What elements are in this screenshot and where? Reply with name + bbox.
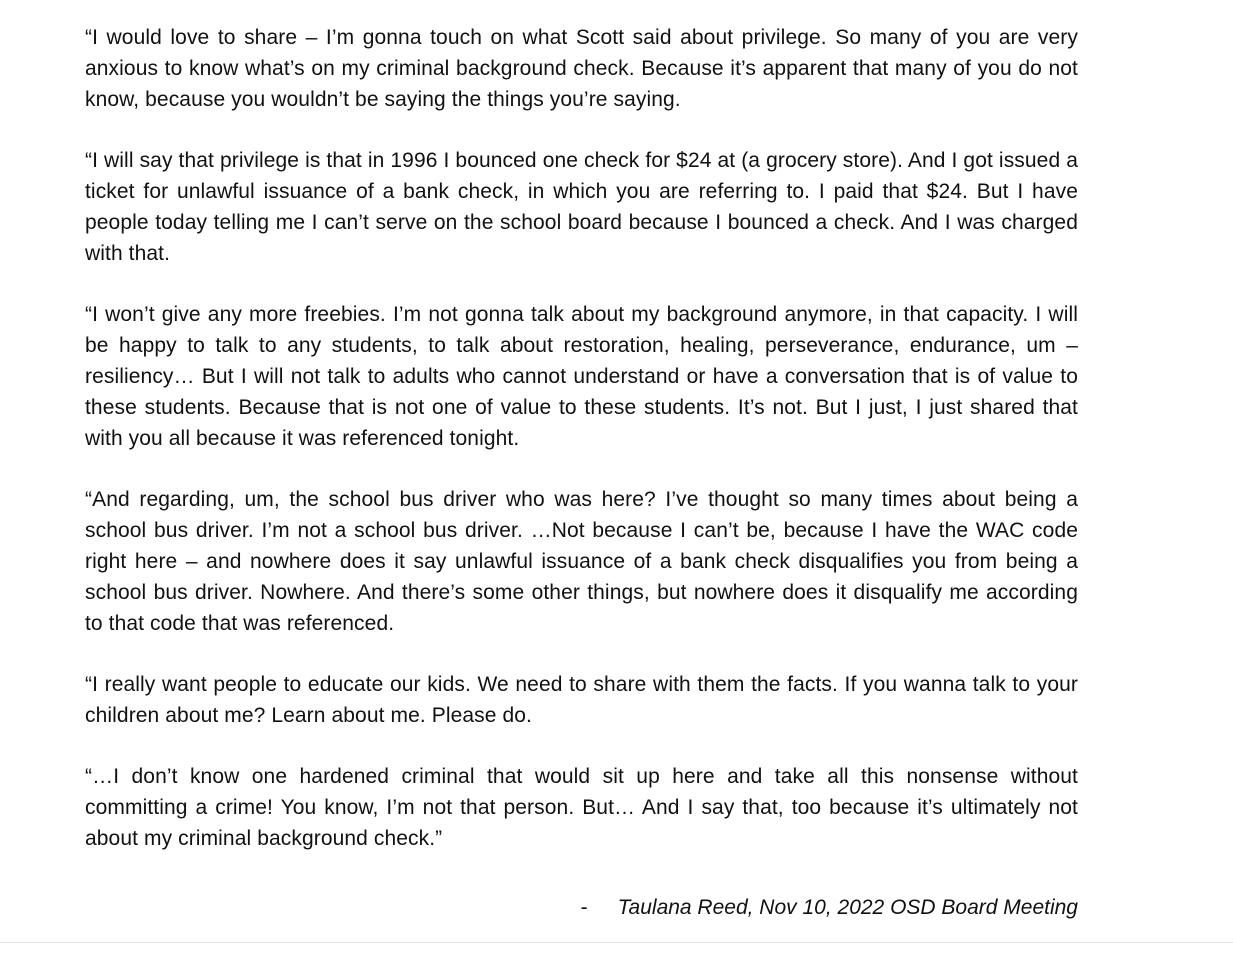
quote-paragraph-5: “I really want people to educate our kids. We need to share with them the facts. If you wanna talk to your children about me? Learn about me. Please do. — [85, 673, 1078, 727]
quote-paragraph-4: “And regarding, um, the school bus driver who was here? I’ve thought so many times about being a school bus driver. I’m not a school bus driver. …Not because I can’t be, because I have the WAC code right here – and nowhere does it say unlawful issuance of a bank check disqualifies you from being a school bus driver. Nowhere. And there’s some other things, but nowhere does it disqualify me according to that code that was referenced. — [85, 488, 1078, 635]
attribution-source: Taulana Reed, Nov 10, 2022 OSD Board Meeting — [617, 896, 1078, 919]
quote-paragraph-2: “I will say that privilege is that in 1996 I bounced one check for $24 at (a grocery store). And I got issued a ticket for unlawful issuance of a bank check, in which you are referring to. I paid that $24. But I have people today telling me I can’t serve on the school board because I bounced a check. And I was charged with that. — [85, 149, 1078, 265]
quote-paragraph-6: “…I don’t know one hardened criminal that would sit up here and take all this nonsense without committing a crime! You know, I’m not that person. But… And I say that, too because it’s ultimately not about my criminal background check.” — [85, 765, 1078, 850]
quote-body — [85, 22, 1078, 884]
quote-paragraph-3: “I won’t give any more freebies. I’m not gonna talk about my background anymore, in that capacity. I will be happy to talk to any students, to talk about restoration, healing, perseverance, endurance, um – resiliency… But I will not talk to adults who cannot understand or have a conversation that is of value to these students. Because that is not one of value to these students. It’s not. But I just, I just shared that with you all because it was referenced tonight. — [85, 303, 1078, 450]
page-bottom-margin — [0, 943, 1233, 961]
quote-paragraph-1: “I would love to share – I’m gonna touch on what Scott said about privilege. So many of you are very anxious to know what’s on my criminal background check. Because it’s apparent that many of you do not know, because you wouldn’t be saying the things you’re saying. — [85, 26, 1078, 111]
attribution-line — [85, 892, 1078, 923]
attribution-dash: - — [580, 896, 588, 919]
